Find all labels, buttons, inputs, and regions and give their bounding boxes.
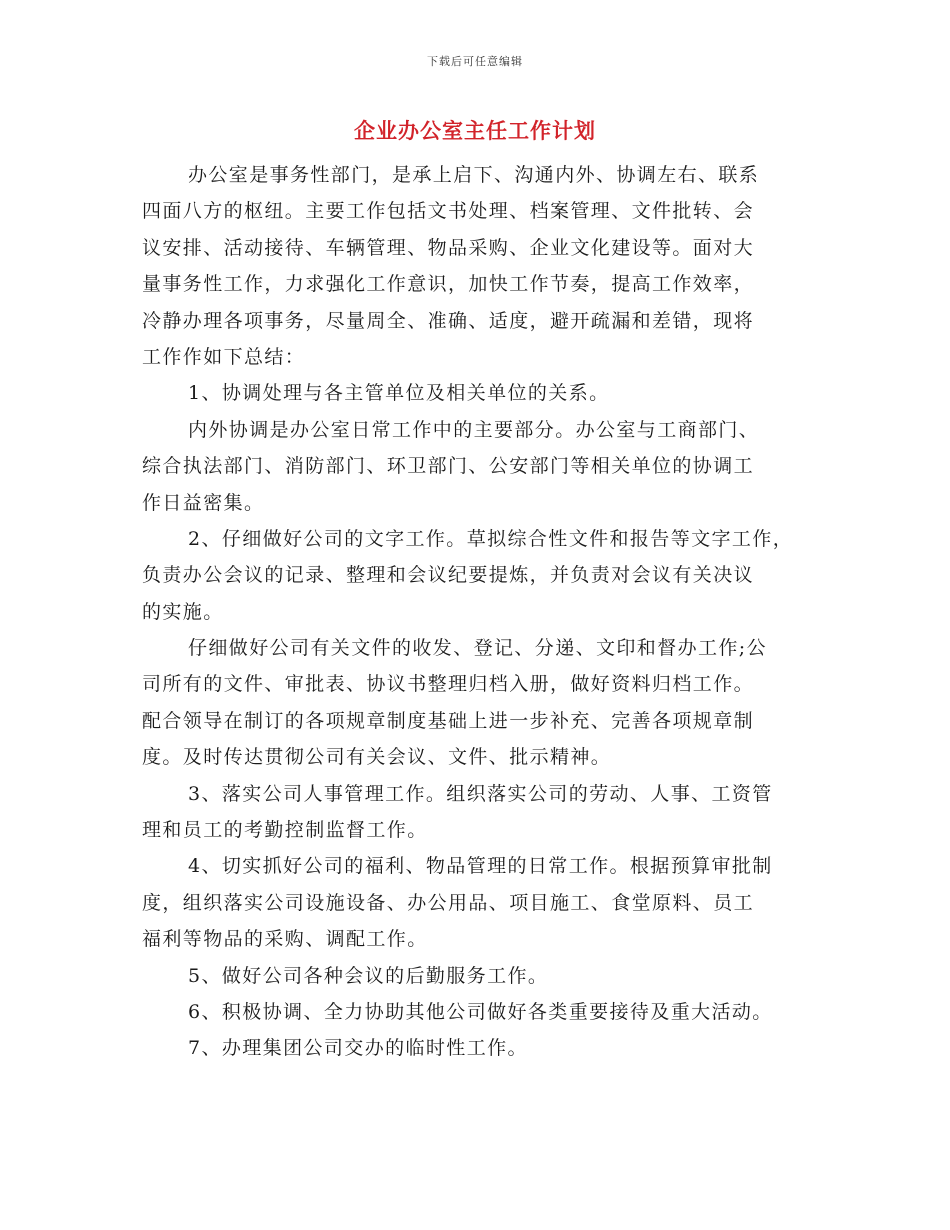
paragraph-line: 作日益密集。 [142, 491, 265, 514]
paragraph-line: 4、切实抓好公司的福利、物品管理的日常工作。根据预算审批制 [188, 855, 773, 878]
paragraph-line: 6、积极协调、全力协助其他公司做好各类重要接待及重大活动。 [188, 1000, 773, 1023]
paragraph [142, 630, 804, 776]
paragraph [142, 375, 804, 411]
document-title: 企业办公室主任工作计划 [354, 119, 596, 143]
paragraph-line: 议安排、活动接待、车辆管理、物品采购、企业文化建设等。面对大 [142, 236, 755, 259]
paragraph [142, 157, 804, 375]
paragraph-line: 配合领导在制订的各项规章制度基础上进一步补充、完善各项规章制 [142, 709, 755, 732]
paragraph-line: 量事务性工作，力求强化工作意识，加快工作节奏，提高工作效率， [142, 273, 755, 296]
paragraph-line: 2、仔细做好公司的文字工作。草拟综合性文件和报告等文字工作， [188, 527, 794, 550]
paragraph [142, 412, 804, 521]
paragraph-line: 度，组织落实公司设施设备、办公用品、项目施工、食堂原料、员工 [142, 891, 755, 914]
page-header-note: 下载后可任意编辑 [427, 55, 523, 68]
paragraph [142, 994, 804, 1030]
paragraph-line: 工作作如下总结： [142, 345, 306, 368]
paragraph [142, 1030, 804, 1066]
paragraph-line: 四面八方的枢纽。主要工作包括文书处理、档案管理、文件批转、会 [142, 200, 755, 223]
paragraph-line: 7、办理集团公司交办的临时性工作。 [188, 1037, 528, 1060]
paragraph-line: 仔细做好公司有关文件的收发、登记、分递、文印和督办工作;公 [188, 637, 768, 660]
document-body [142, 157, 804, 1067]
paragraph-line: 的实施。 [142, 600, 224, 623]
paragraph-line: 负责办公会议的记录、整理和会议纪要提炼，并负责对会议有关决议 [142, 564, 755, 587]
paragraph-line: 冷静办理各项事务，尽量周全、准确、适度，避开疏漏和差错，现将 [142, 309, 755, 332]
paragraph-line: 5、做好公司各种会议的后勤服务工作。 [188, 964, 549, 987]
paragraph-line: 福利等物品的采购、调配工作。 [142, 928, 428, 951]
paragraph-line: 度。及时传达贯彻公司有关会议、文件、批示精神。 [142, 746, 612, 769]
paragraph-line: 办公室是事务性部门，是承上启下、沟通内外、协调左右、联系 [188, 164, 760, 186]
paragraph-line: 3、落实公司人事管理工作。组织落实公司的劳动、人事、工资管 [188, 782, 773, 805]
paragraph-line: 司所有的文件、审批表、协议书整理归档入册，做好资料归档工作。 [142, 673, 755, 696]
paragraph-line: 理和员工的考勤控制监督工作。 [142, 819, 428, 842]
paragraph [142, 776, 804, 849]
paragraph [142, 848, 804, 957]
paragraph-line: 综合执法部门、消防部门、环卫部门、公安部门等相关单位的协调工 [142, 455, 755, 478]
paragraph-line: 1、协调处理与各主管单位及相关单位的关系。 [188, 382, 610, 405]
paragraph-line: 内外协调是办公室日常工作中的主要部分。办公室与工商部门、 [188, 418, 760, 441]
paragraph [142, 958, 804, 994]
paragraph [142, 521, 804, 630]
